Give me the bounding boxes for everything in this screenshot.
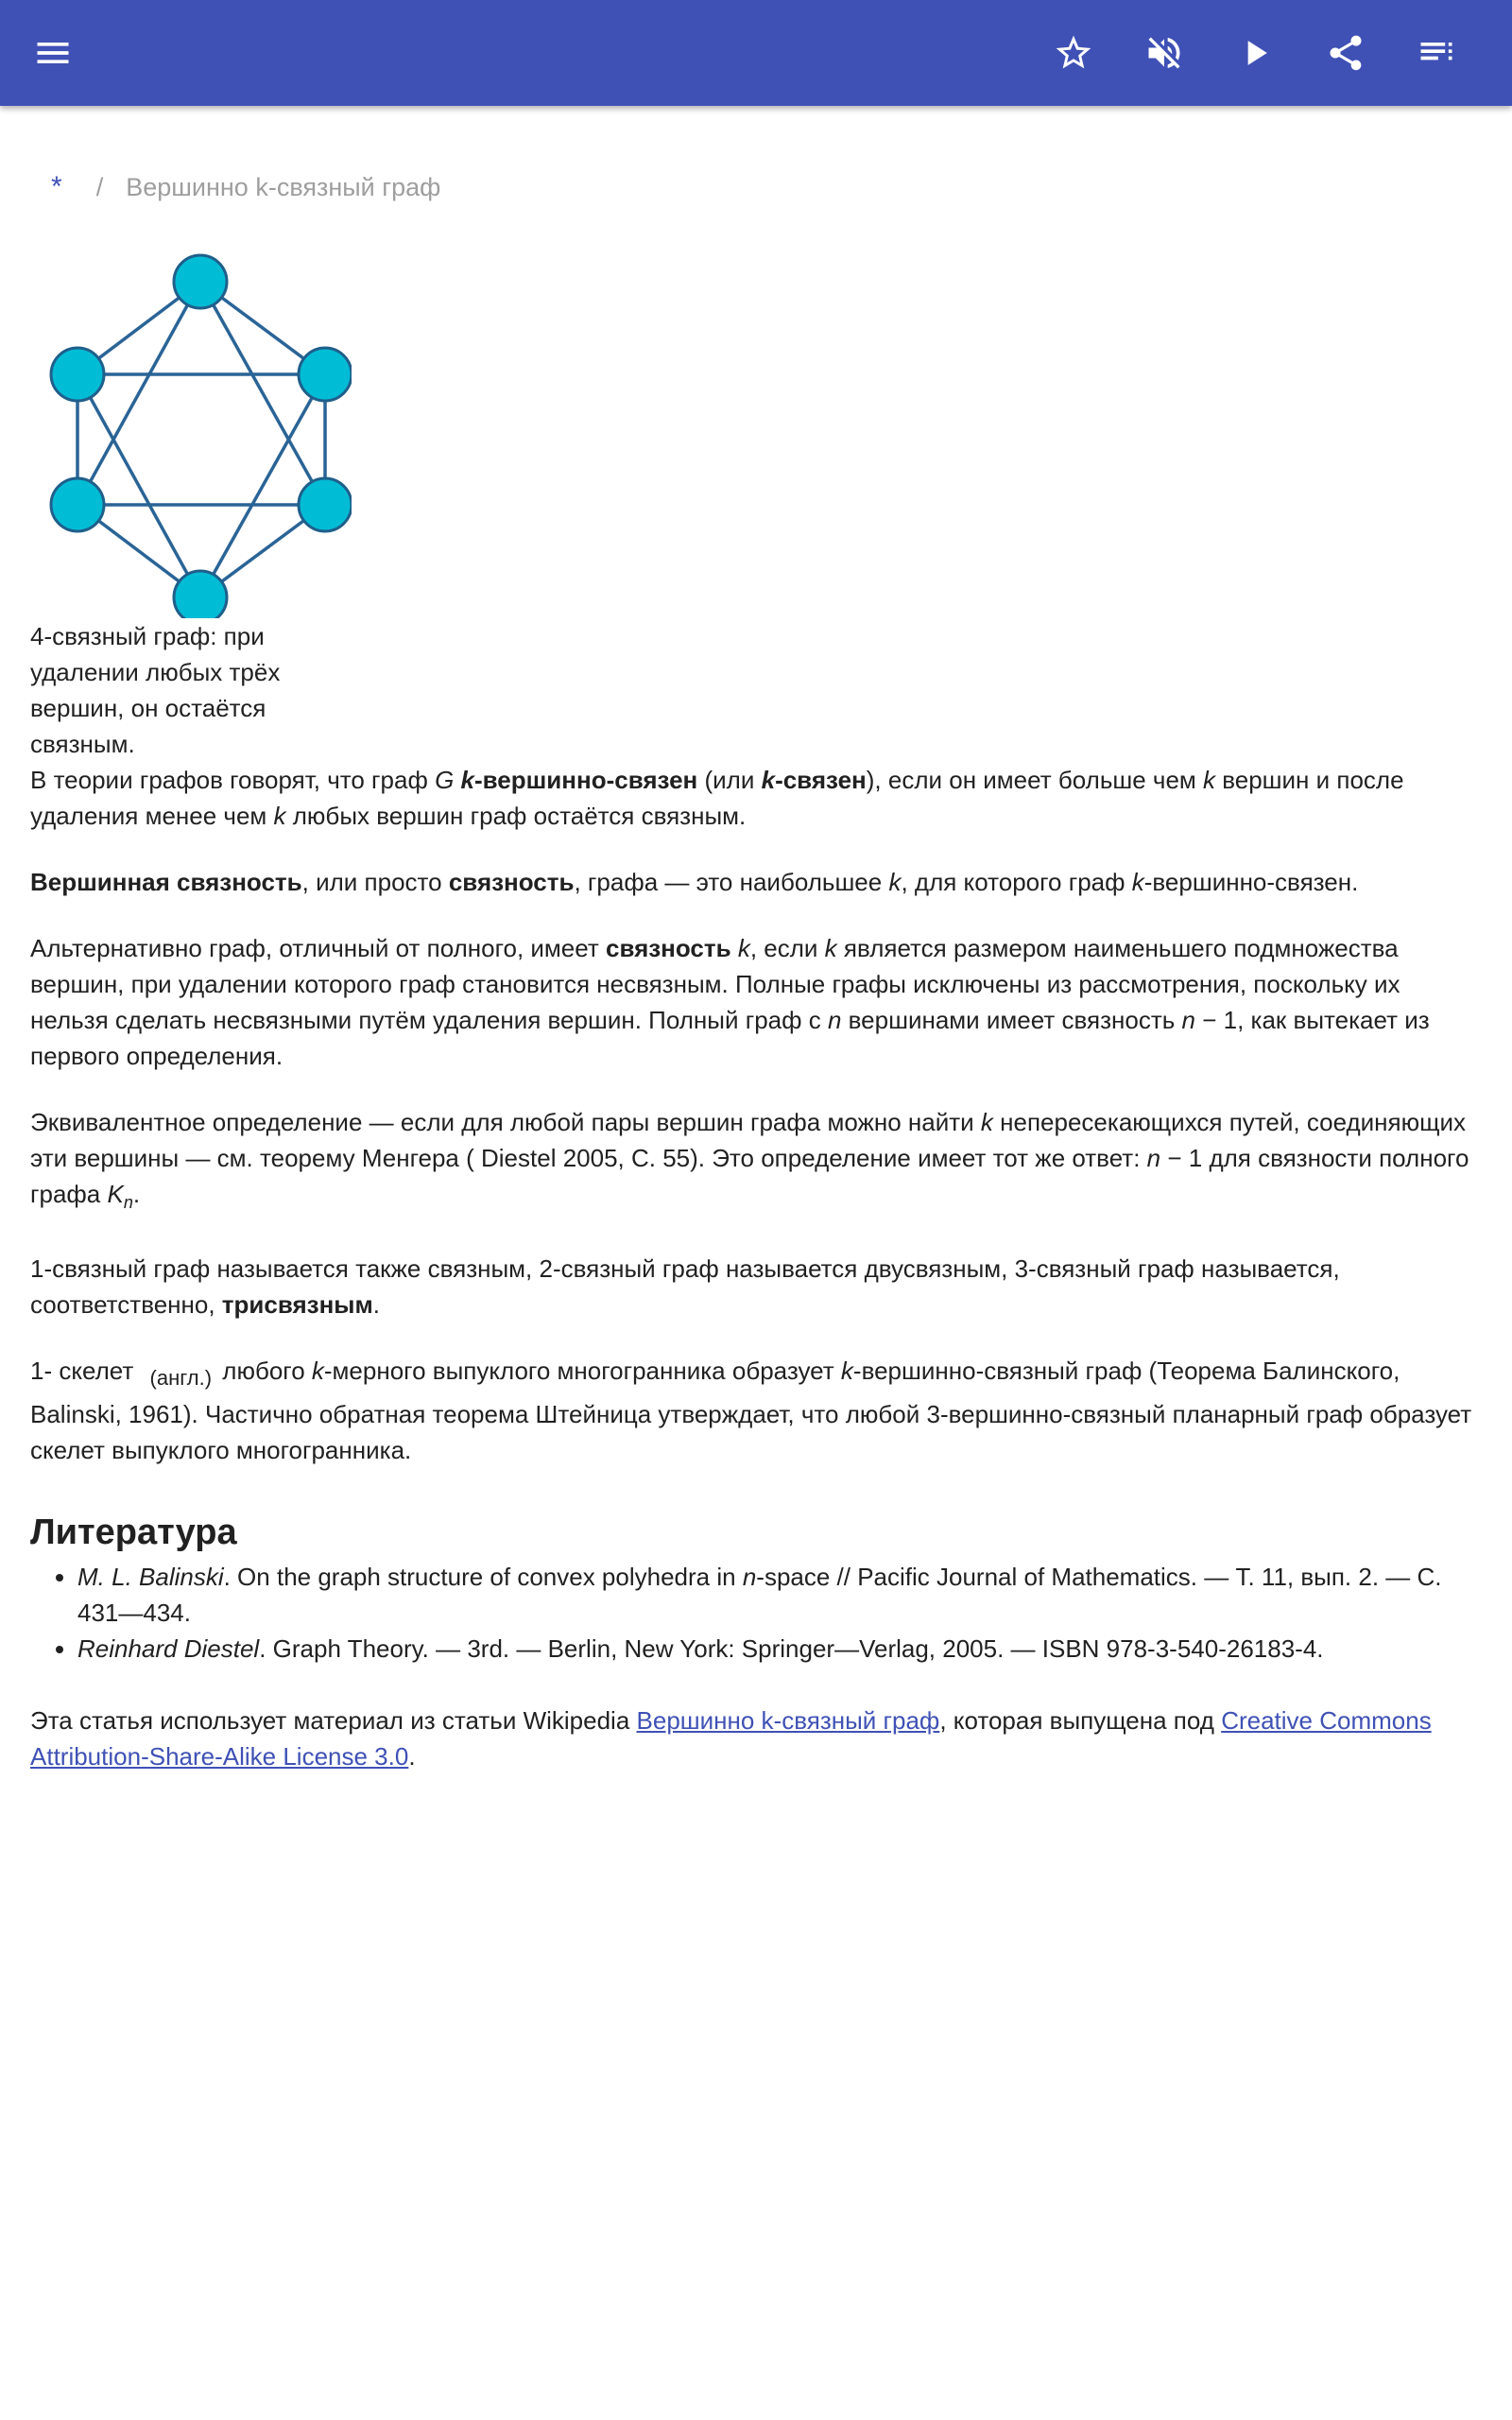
favorite-button[interactable] [1047, 26, 1100, 79]
playlist-button[interactable] [1410, 26, 1463, 79]
paragraph-connectivity: Вершинная связность, или просто связность, графа — это наибольшее k, для которого граф k-вершинно-связен. [30, 868, 1359, 896]
breadcrumb-home-link[interactable]: * [51, 171, 62, 202]
mute-button[interactable] [1138, 26, 1191, 79]
breadcrumb [30, 168, 1482, 206]
menu-button[interactable] [26, 26, 79, 79]
literature-heading: Литература [30, 1512, 237, 1553]
paragraph-equivalent: Эквивалентное определение — если для любой пары вершин графа можно найти k непересекающихся путей, соединяющих эти вершины — см. теорему Менгера ( Diestel 2005, C. 55). Это определение имеет тот же ответ: n − 1 для связности полного графа $K_n$. [30, 1108, 1469, 1213]
literature-list [30, 1559, 1482, 1667]
graph-node [51, 348, 104, 401]
wikipedia-article-link[interactable]: Вершинно k-связный граф [636, 1706, 940, 1736]
paragraph-alternative: Альтернативно граф, отличный от полного, имеет связность k, если k является размером наименьшего подмножества вершин, при удалении которого граф становится несвязным. Полные графы исключены из рассмотрения, поскольку их нельзя сделать несвязными путём удаления вершин. Полный граф с n вершинами имеет связность n − 1, как вытекает из первого определения. [30, 934, 1430, 1070]
breadcrumb-current: Вершинно k-связный граф [126, 173, 441, 201]
volume-off-icon [1143, 32, 1185, 74]
graph-node [51, 478, 104, 531]
graph-node [299, 348, 352, 401]
article-content [30, 106, 1482, 1805]
share-button[interactable] [1319, 26, 1372, 79]
paragraph-definition: В теории графов говорят, что граф G k-вершинно-связен (или k-связен), если он имеет больше чем k вершин и после удаления менее чем k любых вершин граф остаётся связным. [30, 766, 1404, 830]
paragraph-skeleton: 1- скелет $_{(англ.)}$ любого k-мерного выпуклого многогранника образует k-вершинно-связный граф (Теорема Балинского, Balinski, 1961). Частично обратная теорема Штейница утверждает, что любой 3-вершинно-связный планарный граф образует скелет выпуклого многогранника. [30, 1357, 1472, 1465]
menu-icon [32, 32, 74, 74]
app-bar [0, 0, 1512, 106]
license-link[interactable]: Creative Commons Attribution-Share-Alike License 3.0 [30, 1706, 1432, 1772]
reference-item: • Reinhard Diestel. Graph Theory. — 3rd. — Berlin, New York: Springer—Verlag, 2005. — ISBN 978-3-540-26183-4. [77, 1631, 1482, 1667]
license-note: Эта статья использует материал из статьи Wikipedia Вершинно k-связный граф, которая выпущена под Creative Commons Attribution-Share-Alike License 3.0. [30, 1706, 1432, 1772]
graph-node [174, 255, 227, 308]
paragraph-names: 1-связный граф называется также связным, 2-связный граф называется двусвязным, 3-связный граф называется, соответственно, трисвязным. [30, 1254, 1340, 1320]
share-icon [1325, 32, 1366, 74]
figure-caption: 4-связный граф: при удалении любых трёх вершин, он остаётся связным. [30, 622, 281, 758]
playlist-icon [1416, 32, 1457, 74]
breadcrumb-separator: / [95, 173, 104, 201]
play-icon [1234, 32, 1276, 74]
graph-image [30, 244, 352, 618]
graph-node [299, 478, 352, 531]
star-outline-icon [1053, 32, 1094, 74]
graph-node [174, 571, 227, 618]
graph-figure [30, 244, 352, 762]
reference-item: • M. L. Balinski. On the graph structure of convex polyhedra in n-space // Pacific Journal of Mathematics. — Т. 11, вып. 2. — С. 431—434. [77, 1559, 1482, 1631]
play-button[interactable] [1228, 26, 1281, 79]
